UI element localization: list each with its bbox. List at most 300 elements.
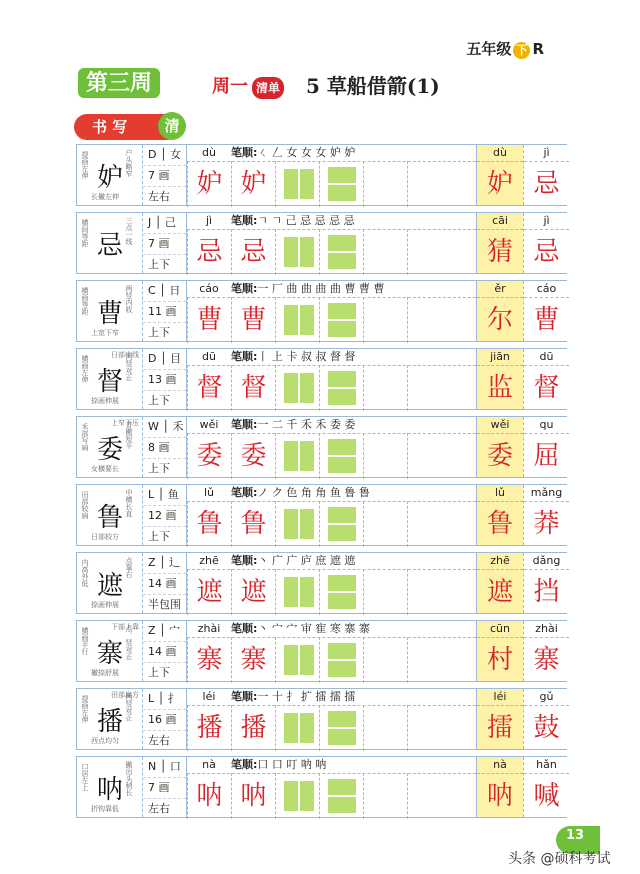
- trace-box: 曹: [231, 297, 275, 343]
- stroke-order: [231, 485, 370, 501]
- radical: 辶: [169, 556, 181, 569]
- trace-box: 督: [187, 365, 231, 411]
- stroke-order: [231, 281, 384, 297]
- word-pinyin: zhē: [477, 553, 523, 570]
- practice-box[interactable]: [407, 433, 451, 479]
- stroke-order-sequence: ㄱ ㄱ 己 忌 忌 忌 忌: [257, 214, 355, 227]
- structure-block: [284, 305, 298, 335]
- structure-box: [275, 297, 319, 343]
- character-row: [76, 756, 567, 818]
- writing-tip: 撇出头稍长: [125, 761, 133, 796]
- word-char-box: [523, 757, 569, 817]
- model-character-cell: [77, 553, 143, 613]
- structure-block: [300, 577, 314, 607]
- pinyin-stroke-line: [187, 417, 476, 434]
- model-character-cell: [77, 621, 143, 681]
- writing-tip: 横间等距: [81, 219, 89, 247]
- word-char-box: [523, 621, 569, 681]
- practice-box[interactable]: [363, 161, 407, 207]
- word-char-box: [523, 553, 569, 613]
- writing-tip: 提画左伸: [81, 151, 89, 179]
- word-char: 屈: [533, 441, 560, 471]
- radical: 目: [170, 352, 182, 365]
- initial-radical: J │ 己: [143, 213, 186, 234]
- character-info: [143, 689, 187, 749]
- initial-radical: D │ 目: [143, 349, 186, 370]
- structure-block: [328, 303, 356, 319]
- trace-box: 遮: [231, 569, 275, 615]
- structure-box: [275, 569, 319, 615]
- structure-box: [319, 433, 363, 479]
- structure-block: [300, 645, 314, 675]
- section-badge: 清: [158, 112, 186, 140]
- character-pinyin: nà: [202, 758, 216, 771]
- stroke-order-sequence: 一 十 扌 扩 擂 擂 擂: [257, 690, 356, 703]
- practice-box[interactable]: [407, 365, 451, 411]
- writing-tip: 西点均匀: [91, 737, 119, 745]
- writing-tip: 田部扁方: [111, 691, 139, 699]
- practice-box[interactable]: [407, 161, 451, 207]
- practice-box[interactable]: [407, 773, 451, 819]
- structure-box: [319, 229, 363, 275]
- model-character-cell: [77, 689, 143, 749]
- word-pinyin: léi: [477, 689, 523, 706]
- watermark: 头条 @硕科考试: [508, 851, 611, 867]
- stroke-order: [231, 145, 355, 161]
- stroke-order-sequence: 丶 宀 宀 审 寉 寒 寨 寨: [257, 622, 370, 635]
- character-row: [76, 144, 567, 206]
- week-label: 第三周: [78, 68, 160, 98]
- word-pinyin: lǔ: [477, 485, 523, 502]
- model-character: 督: [97, 367, 124, 397]
- pinyin-initial: Z: [148, 556, 156, 569]
- word-char-box: [523, 281, 569, 341]
- character-pinyin: dū: [202, 350, 216, 363]
- stroke-order-sequence: ノ ク 色 角 角 鱼 鲁 鲁: [257, 486, 370, 499]
- checklist-tag: 清单: [252, 77, 284, 99]
- structure-box: [319, 637, 363, 683]
- radical: 扌: [167, 692, 179, 705]
- pinyin-stroke-line: [187, 553, 476, 570]
- structure: 半包围: [148, 598, 181, 611]
- writing-tip: 长撇左伸: [91, 193, 119, 201]
- pinyin-initial: Z: [148, 624, 156, 637]
- practice-area: [187, 485, 476, 545]
- word-char: 忌: [533, 237, 560, 267]
- pinyin-initial: L: [148, 488, 155, 501]
- practice-box[interactable]: [363, 229, 407, 275]
- structure-block: [328, 779, 356, 795]
- word-pinyin: ěr: [477, 281, 523, 298]
- writing-tip: 中横长直: [125, 489, 133, 517]
- word-char: 鲁: [486, 509, 513, 539]
- practice-box[interactable]: [363, 297, 407, 343]
- word-pinyin: dū: [524, 349, 569, 366]
- model-character-cell: [77, 757, 143, 817]
- structure-block: [328, 371, 356, 387]
- practice-box[interactable]: [363, 365, 407, 411]
- word-pinyin: jiān: [477, 349, 523, 366]
- trace-box: 播: [187, 705, 231, 751]
- pinyin-stroke-line: [187, 757, 476, 774]
- word-char: 妒: [486, 169, 513, 199]
- character-info: [143, 757, 187, 817]
- structure-box: [275, 229, 319, 275]
- word-char-box: [477, 417, 523, 477]
- word-pinyin: cāi: [477, 213, 523, 230]
- stroke-order-label: 笔顺:: [231, 282, 258, 295]
- structure-block: [284, 509, 298, 539]
- stroke-count: 14 画: [143, 642, 186, 663]
- character-row: [76, 688, 567, 750]
- character-row: [76, 620, 567, 682]
- word-pinyin: zhài: [524, 621, 569, 638]
- pinyin-initial: D: [148, 148, 157, 161]
- structure-block: [300, 169, 314, 199]
- trace-box: 委: [231, 433, 275, 479]
- stroke-count: 16 画: [143, 710, 186, 731]
- structure-block: [328, 167, 356, 183]
- writing-tip: 田部较扁: [81, 491, 89, 519]
- lesson-title: 5 草船借箭(1): [306, 74, 440, 98]
- trace-box: 寨: [231, 637, 275, 683]
- word-char-box: [477, 349, 523, 409]
- character-row: [76, 552, 567, 614]
- model-character-cell: [77, 485, 143, 545]
- writing-tip: 两竖对正: [125, 693, 133, 721]
- word-cell: [476, 485, 568, 545]
- day-text: 周一: [212, 76, 248, 97]
- structure: 上下: [148, 462, 170, 475]
- trace-box: 鲁: [231, 501, 275, 547]
- structure-block: [300, 237, 314, 267]
- structure-block: [300, 781, 314, 811]
- structure-block: [300, 305, 314, 335]
- word-pinyin: hǎn: [524, 757, 569, 774]
- model-character: 曹: [97, 299, 124, 329]
- structure-box: [319, 365, 363, 411]
- word-char: 喊: [533, 781, 560, 811]
- word-char-box: [523, 145, 569, 205]
- structure-block: [284, 781, 298, 811]
- writing-tip: 横画等距: [81, 287, 89, 315]
- trace-box: 寨: [187, 637, 231, 683]
- structure-block: [328, 729, 356, 745]
- word-cell: [476, 621, 568, 681]
- stroke-order-label: 笔顺:: [231, 146, 258, 159]
- word-char: 遮: [486, 577, 513, 607]
- word-cell: [476, 689, 568, 749]
- model-character-cell: [77, 213, 143, 273]
- character-pinyin: zhài: [197, 622, 221, 635]
- stroke-order-label: 笔顺:: [231, 690, 258, 703]
- stroke-order-sequence: 丶 广 广 庐 庶 遮 遮: [257, 554, 356, 567]
- initial-radical: L │ 扌: [143, 689, 186, 710]
- character-pinyin: lǔ: [203, 486, 215, 499]
- structure: 上下: [148, 530, 170, 543]
- structure: 左右: [148, 734, 170, 747]
- stroke-count: 13 画: [143, 370, 186, 391]
- structure-block: [328, 507, 356, 523]
- word-cell: [476, 417, 568, 477]
- character-row: [76, 484, 567, 546]
- structure-block: [328, 389, 356, 405]
- writing-tip: 横画左伸: [81, 355, 89, 383]
- pinyin-initial: N: [148, 760, 157, 773]
- word-char: 忌: [533, 169, 560, 199]
- practice-area: [187, 281, 476, 341]
- word-char: 猜: [486, 237, 513, 267]
- grade-label: [466, 38, 544, 59]
- practice-area: [187, 145, 476, 205]
- structure-block: [284, 713, 298, 743]
- word-char-box: [477, 213, 523, 273]
- practice-area: [187, 213, 476, 273]
- model-character: 鲁: [97, 503, 124, 533]
- word-cell: [476, 281, 568, 341]
- trace-box: 鲁: [187, 501, 231, 547]
- radical: 禾: [172, 420, 184, 433]
- section-writing: [74, 114, 180, 140]
- word-char: 挡: [533, 577, 560, 607]
- character-info: [143, 553, 187, 613]
- word-pinyin: dǎng: [524, 553, 569, 570]
- radical: 己: [164, 216, 176, 229]
- model-character: 委: [97, 435, 124, 465]
- pinyin-stroke-line: [187, 145, 476, 162]
- structure: 上下: [148, 258, 170, 271]
- structure-box: [275, 501, 319, 547]
- structure-block: [300, 713, 314, 743]
- character-info: [143, 349, 187, 409]
- stroke-order: [231, 621, 370, 637]
- writing-tip: 点靠右: [125, 557, 133, 578]
- practice-box[interactable]: [363, 501, 407, 547]
- practice-area: [187, 417, 476, 477]
- practice-box[interactable]: [363, 433, 407, 479]
- radical: 宀: [169, 624, 181, 637]
- word-char: 委: [486, 441, 513, 471]
- pinyin-initial: L: [148, 692, 155, 705]
- practice-box[interactable]: [407, 229, 451, 275]
- word-char: 呐: [486, 781, 513, 811]
- practice-box[interactable]: [363, 773, 407, 819]
- word-pinyin: wěi: [477, 417, 523, 434]
- word-pinyin: cáo: [524, 281, 569, 298]
- initial-radical: Z │ 宀: [143, 621, 186, 642]
- model-character: 寨: [97, 639, 124, 669]
- stroke-order: [231, 349, 355, 365]
- character-row: [76, 280, 567, 342]
- practice-box[interactable]: [407, 297, 451, 343]
- stroke-order-label: 笔顺:: [231, 418, 258, 431]
- structure: 上下: [148, 326, 170, 339]
- trace-box: 委: [187, 433, 231, 479]
- structure-block: [328, 525, 356, 541]
- structure-box: [319, 773, 363, 819]
- writing-tip: 日部较方: [91, 533, 119, 541]
- word-char-box: [477, 553, 523, 613]
- word-char-box: [477, 689, 523, 749]
- structure-block: [300, 373, 314, 403]
- trace-box: 播: [231, 705, 275, 751]
- stroke-order-sequence: ㄑ 𠃋 女 女 女 妒 妒: [257, 146, 356, 159]
- structure-block: [328, 797, 356, 813]
- writing-tip: 女横要长: [91, 465, 119, 473]
- character-info: [143, 417, 187, 477]
- word-cell: [476, 145, 568, 205]
- stroke-order-label: 笔顺:: [231, 486, 258, 499]
- practice-area: [187, 621, 476, 681]
- structure-box: [319, 569, 363, 615]
- model-character: 妒: [97, 163, 124, 193]
- character-pinyin: jì: [205, 214, 213, 227]
- structure-box: [275, 637, 319, 683]
- stroke-count: 8 画: [143, 438, 186, 459]
- word-char-box: [477, 281, 523, 341]
- word-char-box: [523, 349, 569, 409]
- structure: 上下: [148, 666, 170, 679]
- pinyin-initial: C: [148, 284, 156, 297]
- structure-box: [275, 773, 319, 819]
- structure: 左右: [148, 190, 170, 203]
- day-label: [212, 72, 284, 99]
- initial-radical: W │ 禾: [143, 417, 186, 438]
- structure-block: [328, 575, 356, 591]
- structure-block: [284, 373, 298, 403]
- stroke-count: 7 画: [143, 778, 186, 799]
- practice-box[interactable]: [363, 637, 407, 683]
- character-info: [143, 621, 187, 681]
- structure-box: [275, 433, 319, 479]
- stroke-count: 11 画: [143, 302, 186, 323]
- practice-box[interactable]: [407, 637, 451, 683]
- pinyin-stroke-line: [187, 349, 476, 366]
- character-pinyin: léi: [202, 690, 216, 703]
- pinyin-initial: J: [148, 216, 152, 229]
- character-info: [143, 281, 187, 341]
- structure-block: [284, 577, 298, 607]
- word-pinyin: jì: [524, 145, 569, 162]
- stroke-order-label: 笔顺:: [231, 758, 258, 771]
- pinyin-initial: D: [148, 352, 157, 365]
- stroke-order: [231, 213, 355, 229]
- structure: 上下: [148, 394, 170, 407]
- word-cell: [476, 757, 568, 817]
- trace-box: 忌: [231, 229, 275, 275]
- stroke-count: 12 画: [143, 506, 186, 527]
- word-char-box: [523, 485, 569, 545]
- model-character-cell: [77, 281, 143, 341]
- initial-radical: D │ 女: [143, 145, 186, 166]
- word-char: 尔: [486, 305, 513, 335]
- structure-block: [284, 237, 298, 267]
- edition-text: R: [532, 40, 544, 58]
- practice-area: [187, 757, 476, 817]
- word-char: 督: [533, 373, 560, 403]
- structure-block: [300, 509, 314, 539]
- stroke-count: 7 画: [143, 234, 186, 255]
- section-label: 书 写: [92, 118, 128, 136]
- structure-box: [319, 705, 363, 751]
- stroke-order: [231, 757, 326, 773]
- trace-box: 遮: [187, 569, 231, 615]
- model-character: 呐: [97, 775, 124, 805]
- structure-block: [284, 441, 298, 471]
- character-pinyin: dù: [202, 146, 216, 159]
- practice-area: [187, 689, 476, 749]
- writing-tip: 日部中线: [111, 351, 139, 359]
- trace-box: 呐: [187, 773, 231, 819]
- practice-box[interactable]: [407, 569, 451, 615]
- word-char: 寨: [533, 645, 560, 675]
- radical: 日: [169, 284, 181, 297]
- initial-radical: Z │ 辶: [143, 553, 186, 574]
- pinyin-stroke-line: [187, 485, 476, 502]
- model-character-cell: [77, 349, 143, 409]
- practice-area: [187, 553, 476, 613]
- practice-box[interactable]: [407, 501, 451, 547]
- writing-tip: 横画平行: [81, 627, 89, 655]
- writing-tip: 点、竖对正: [125, 625, 133, 660]
- structure-box: [275, 705, 319, 751]
- word-pinyin: cūn: [477, 621, 523, 638]
- structure-block: [328, 185, 356, 201]
- character-info: [143, 213, 187, 273]
- pinyin-stroke-line: [187, 621, 476, 638]
- stroke-order-sequence: 一 二 千 禾 禾 委 委: [257, 418, 356, 431]
- model-character-cell: [77, 417, 143, 477]
- pinyin-stroke-line: [187, 689, 476, 706]
- word-pinyin: nà: [477, 757, 523, 774]
- structure-block: [328, 235, 356, 251]
- writing-tip: 提画左伸: [81, 695, 89, 723]
- model-character: 忌: [97, 231, 124, 261]
- character-pinyin: wěi: [199, 418, 219, 431]
- character-pinyin: zhē: [199, 554, 219, 567]
- word-pinyin: qu: [524, 417, 569, 434]
- practice-area: [187, 349, 476, 409]
- trace-box: 忌: [187, 229, 231, 275]
- stroke-order-label: 笔顺:: [231, 214, 258, 227]
- structure-block: [328, 711, 356, 727]
- structure-box: [275, 161, 319, 207]
- structure-block: [300, 441, 314, 471]
- character-row: [76, 348, 567, 410]
- trace-box: 督: [231, 365, 275, 411]
- word-cell: [476, 213, 568, 273]
- structure-box: [319, 297, 363, 343]
- writing-tip: 下部上靠: [111, 623, 139, 631]
- stroke-order: [231, 417, 355, 433]
- word-pinyin: mǎng: [524, 485, 569, 502]
- word-char-box: [523, 689, 569, 749]
- word-char: 监: [486, 373, 513, 403]
- word-pinyin: dù: [477, 145, 523, 162]
- stroke-order-sequence: 丨 上 卡 叔 叔 督 督: [257, 350, 356, 363]
- word-char-box: [523, 417, 569, 477]
- writing-tip: 捺画伸展: [91, 397, 119, 405]
- writing-tip: 两竖内收: [125, 285, 133, 313]
- practice-box[interactable]: [407, 705, 451, 751]
- practice-box[interactable]: [363, 705, 407, 751]
- word-pinyin: gǔ: [524, 689, 569, 706]
- word-char: 曹: [533, 305, 560, 335]
- practice-box[interactable]: [363, 569, 407, 615]
- stroke-order-label: 笔顺:: [231, 622, 258, 635]
- word-char-box: [477, 485, 523, 545]
- word-char: 村: [486, 645, 513, 675]
